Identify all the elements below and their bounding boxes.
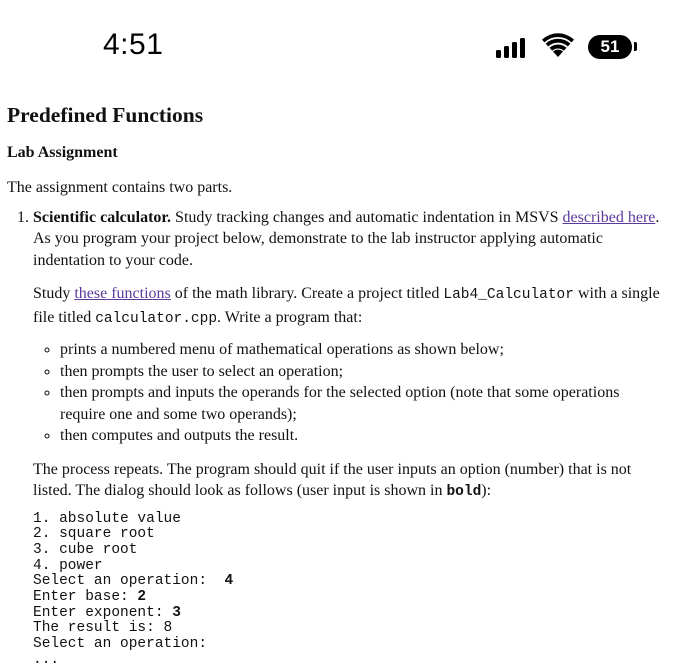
item1-paragraph-2 [33, 283, 667, 330]
dialog-line-exponent [33, 606, 667, 622]
bold-code-word: bold [446, 484, 482, 500]
list-item: ◦ then computes and outputs the result. [60, 425, 667, 447]
assignment-parts-list [7, 207, 667, 668]
file-name: calculator.cpp [95, 310, 218, 327]
dialog-ellipsis: ... [33, 651, 60, 668]
battery-icon: 51 [588, 35, 632, 59]
these-functions-link[interactable]: these functions [74, 285, 171, 302]
item1-paragraph-3 [33, 459, 667, 504]
item1-bold-title: Scientific calculator. [33, 208, 172, 226]
p3-text-a: The process repeats. The program should quit if the user inputs an option (number) that is not listed. The dialog should look as follows (user input is shown in [33, 460, 632, 499]
list-item: ◦ then prompts and inputs the operands for the selected option (note that some operations require one and some two operands); [60, 382, 667, 425]
p2-text-a: Study [33, 285, 75, 302]
base-prompt: Enter base: [33, 588, 138, 605]
menu-line: 3. cube root [33, 541, 138, 558]
battery-nub [634, 42, 637, 51]
signal-bars-icon [496, 38, 530, 58]
menu-line: 4. power [33, 557, 103, 574]
exponent-input: 3 [172, 604, 181, 621]
wifi-icon [542, 33, 574, 59]
base-input: 2 [137, 588, 147, 605]
menu-line: 2. square root [33, 526, 155, 543]
select-prompt: Select an operation: [33, 573, 225, 590]
item1-text-a: Study tracking changes and automatic indentation in MSVS [171, 208, 563, 226]
p3-text-b: ): [481, 482, 492, 499]
exponent-prompt: Enter exponent: [33, 604, 173, 621]
dialog-line-base [33, 590, 667, 606]
status-time: 4:51 [103, 28, 164, 61]
dialog-line-result: The result is: 8 [33, 620, 173, 637]
p2-text-c: with a single file titled [33, 285, 660, 326]
status-bar [0, 0, 700, 95]
program-steps-list [33, 339, 667, 447]
section-heading: Lab Assignment [7, 144, 118, 161]
list-item-scientific-calculator [33, 207, 667, 668]
menu-line: 1. absolute value [33, 510, 181, 527]
intro-text: The assignment contains two parts. [7, 179, 233, 196]
dialog-line-select-again: Select an operation: [33, 636, 208, 652]
described-here-link[interactable]: described here [562, 208, 656, 226]
document-body [7, 101, 667, 668]
p2-text-b: of the math library. Create a project titled [170, 285, 444, 302]
item1-text-b: . As you program your project below, demonstrate to the lab instructor applying automatic indentation to your code. [33, 208, 660, 269]
list-item: ◦ prints a numbered menu of mathematical operations as shown below; [60, 339, 667, 361]
sample-dialog [33, 512, 667, 668]
page-title: Predefined Functions [7, 103, 204, 127]
p2-text-d: . Write a program that: [217, 308, 363, 326]
dialog-line-select [33, 574, 667, 590]
project-name: Lab4_Calculator [443, 287, 574, 303]
select-input: 4 [224, 573, 234, 590]
list-item: ◦ then prompts the user to select an operation; [60, 361, 667, 383]
item1-paragraph [33, 207, 667, 272]
